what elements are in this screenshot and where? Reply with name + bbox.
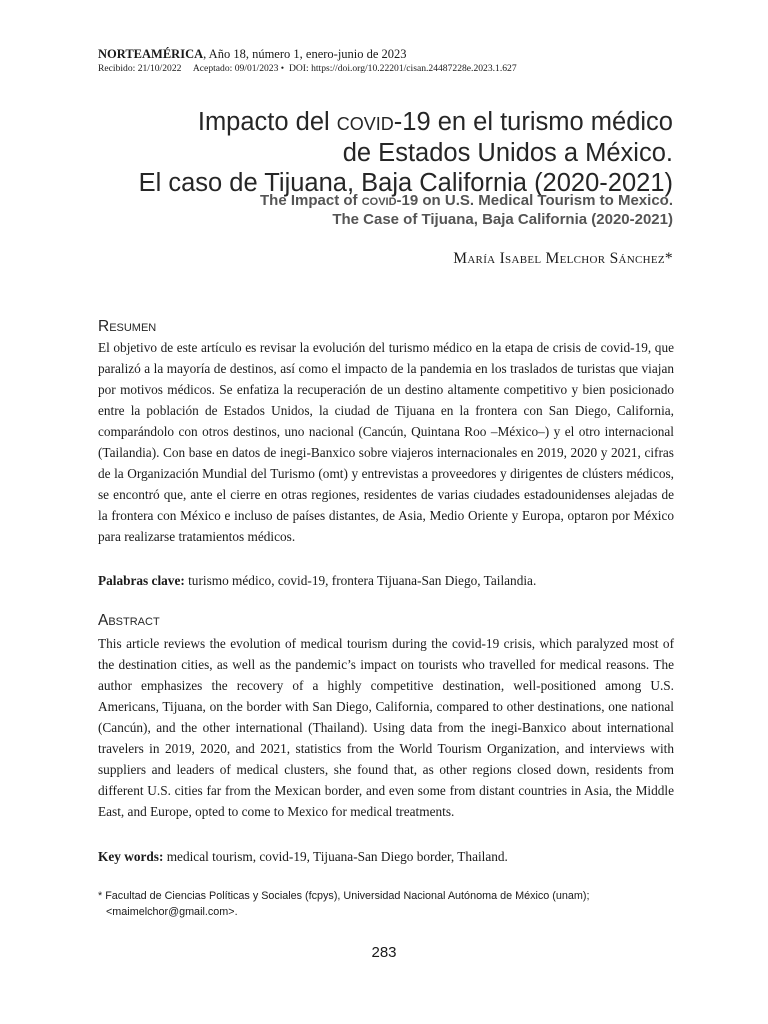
journal-name: NORTEAMÉRICA	[98, 47, 204, 61]
title-en-line1-post: -19 on U.S. Medical Tourism to Mexico.	[396, 192, 673, 209]
keywords-es: turismo médico, covid-19, frontera Tijuana-San Diego, Tailandia.	[184, 573, 537, 588]
keywords-label-en: Key words:	[98, 849, 164, 864]
abstract-body: This article reviews the evolution of medical tourism during the covid-19 crisis, which paralyzed most of the destination cities, as well as the pandemic’s impact on tourists who travelled for medical reasons. The author emphasizes the recovery of a highly competitive destination, well-positioned among U.S. Americans, Tijuana, on the border with San Diego, California, compared to other destinations, one national (Cancún), and the other international (Thailand). Using data from the inegi-Banxico about international travelers in 2019, 2020, and 2021, statistics from the World Tourism Organization, and interviews with suppliers and leaders of medical clusters, she found that, as other regions closed down, residents from different U.S. cities far from the Mexican border, and even some from distant countries in Asia, the Middle East, and Europe, opted to come to Mexico for medical treatments.	[98, 636, 674, 819]
title-english	[113, 192, 673, 229]
keywords-label-es: Palabras clave:	[98, 573, 185, 588]
keywords-en: medical tourism, covid-19, Tijuana-San Diego border, Thailand.	[163, 849, 508, 864]
title-es-line1-pre: Impacto del	[197, 108, 337, 136]
title-es-line1-post: -19 en el turismo médico	[393, 108, 673, 136]
resumen-keywords	[98, 570, 674, 591]
resumen-heading: Resumen	[98, 318, 157, 335]
title-spanish	[113, 107, 673, 199]
journal-header	[98, 47, 678, 75]
title-es-covid: covid	[336, 108, 394, 136]
title-en-line1-pre: The Impact of	[260, 192, 362, 209]
title-en-covid: covid	[361, 192, 397, 209]
author-footnote	[98, 889, 674, 920]
abstract-heading: Abstract	[98, 612, 160, 629]
journal-citation	[98, 47, 678, 62]
journal-issue: , Año 18, número 1, enero-junio de 2023	[203, 47, 407, 61]
abstract-keywords	[98, 846, 674, 867]
footnote-affiliation: * Facultad de Ciencias Políticas y Sociales (fcpys), Universidad Nacional Autónoma de México (unam);	[98, 890, 590, 902]
article-dates-doi: Recibido: 21/10/2022 Aceptado: 09/01/2023 • DOI: https://doi.org/10.22201/cisan.24487228e.2023.1.627	[98, 63, 517, 74]
resumen-body: El objetivo de este artículo es revisar la evolución del turismo médico en la etapa de crisis de covid-19, que paralizó a la mayoría de destinos, así como el impacto de la pandemia en los traslados de turistas que viajan por motivos médicos. Se enfatiza la recuperación de un destino altamente competitivo y bien posicionado entre la población de Estados Unidos, la ciudad de Tijuana en la frontera con San Diego, California, comparándolo con otros destinos, uno nacional (Cancún, Quintana Roo –México–) y el otro internacional (Tailandia). Con base en datos de inegi-Banxico sobre viajeros internacionales en 2019, 2020 y 2021, cifras de la Organización Mundial del Turismo (omt) y entrevistas a proveedores y dirigentes de clústers médicos, se encontró que, ante el cierre en otras regiones, residentes de varias ciudades estadounidenses alejadas de la frontera con México e incluso de países distantes, de Asia, Medio Oriente y Europa, optaron por México para realizarse tratamientos médicos.	[98, 340, 674, 544]
page-number: 283	[371, 944, 397, 961]
footnote-email: <maimelchor@gmail.com>.	[106, 905, 238, 918]
author-name: María Isabel Melchor Sánchez*	[453, 250, 673, 267]
title-es-line2: de Estados Unidos a México.	[342, 138, 673, 167]
title-es-line3: El caso de Tijuana, Baja California (2020-2021)	[138, 169, 673, 197]
title-en-line2: The Case of Tijuana, Baja California (2020-2021)	[332, 210, 673, 228]
